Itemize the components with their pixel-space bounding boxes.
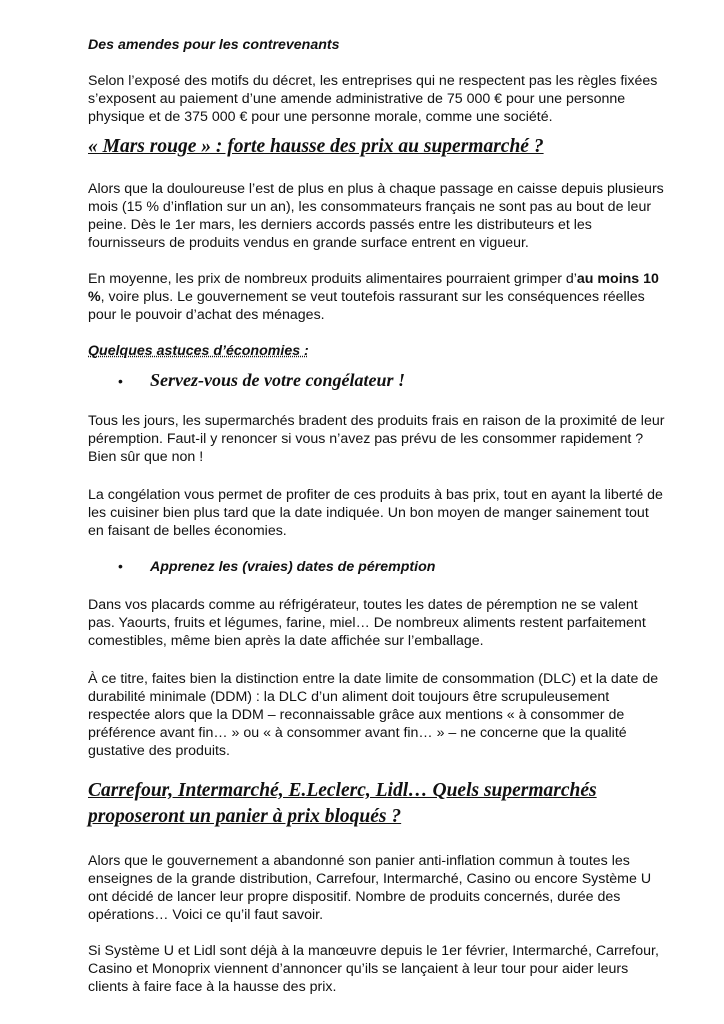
bullet-icon: • (118, 373, 123, 389)
paragraph-dates-2: À ce titre, faites bien la distinction entre la date limite de consommation (DLC) et la date de durabilité minimale (DDM) : la DLC d’un aliment doit toujours être scrupuleusement respectée alors que la DDM – reconnaissable grâce aux mentions « à consommer de préférence avant fin… » ou « à consommer avant fin… » – ne concerne que la qualité gustative des produits. (88, 671, 659, 759)
bullet-icon: • (118, 558, 123, 574)
tips-heading: Quelques astuces d’économies : (88, 343, 309, 359)
paragraph-fines: Selon l’exposé des motifs du décret, les entreprises qui ne respectent pas les règles fixées s’exposent au paiement d’une amende administrative de 75 000 € pour une personne physique et de 375 000 € pour une personne morale, comme une société. (88, 73, 658, 125)
article-body (88, 36, 668, 996)
paragraph-price-increase-start: En moyenne, les prix de nombreux produits alimentaires pourraient grimper d’ (88, 271, 577, 287)
section-heading-fines: Des amendes pour les contrevenants (88, 37, 340, 53)
paragraph-inflation: Alors que la douloureuse l’est de plus en plus à chaque passage en caisse depuis plusieurs mois (15 % d’inflation sur un an), les consommateurs français ne sont pas au bout de leur peine. Dès le 1er mars, les derniers accords passés entre les distributeurs et les fournisseurs de produits vendus en grande surface entrent en vigueur. (88, 181, 664, 251)
tip-freezer-title: Servez-vous de votre congélateur ! (150, 370, 405, 390)
paragraph-freezer-1: Tous les jours, les supermarchés bradent des produits frais en raison de la proximité de leur péremption. Faut-il y renoncer si vous n’avez pas prévu de les consommer rapidement ? Bien sûr que non ! (88, 413, 665, 465)
price-increase-highlight: au moins 10 % (88, 271, 659, 305)
tip-freezer-bullet (88, 368, 668, 392)
tip-dates-title: Apprenez les (vraies) dates de péremption (150, 559, 436, 575)
paragraph-price-increase (88, 270, 668, 324)
paragraph-supermarkets-1: Alors que le gouvernement a abandonné son panier anti-inflation commun à toutes les enseignes de la grande distribution, Carrefour, Intermarché, Casino ou encore Système U ont décidé de lancer leur propre dispositif. Nombre de produits concernés, durée des opérations… Voici ce qu’il faut savoir. (88, 853, 652, 923)
paragraph-freezer-2: La congélation vous permet de profiter de ces produits à bas prix, tout en ayant la liberté de les cuisiner bien plus tard que la date indiquée. Un bon moyen de manger sainement tout en faisant de belles économies. (88, 487, 663, 539)
paragraph-supermarkets-2: Si Système U et Lidl sont déjà à la manœuvre depuis le 1er février, Intermarché, Carrefour, Casino et Monoprix viennent d’annoncer qu’ils se lançaient à leur tour pour aider leurs clients à faire face à la hausse des prix. (88, 943, 659, 995)
section-heading-supermarkets: Carrefour, Intermarché, E.Leclerc, Lidl… Quels supermarchés proposeront un panier à prix bloqués ? (88, 780, 597, 827)
paragraph-price-increase-end: , voire plus. Le gouvernement se veut toutefois rassurant sur les conséquences réelles pour le pouvoir d’achat des ménages. (88, 289, 645, 323)
section-heading-mars-rouge: « Mars rouge » : forte hausse des prix au supermarché ? (88, 136, 544, 157)
paragraph-dates-1: Dans vos placards comme au réfrigérateur, toutes les dates de péremption ne se valent pas. Yaourts, fruits et légumes, farine, miel… De nombreux aliments restent parfaitement comestibles, même bien après la date affichée sur l’emballage. (88, 597, 646, 649)
tip-dates-bullet (88, 558, 668, 576)
